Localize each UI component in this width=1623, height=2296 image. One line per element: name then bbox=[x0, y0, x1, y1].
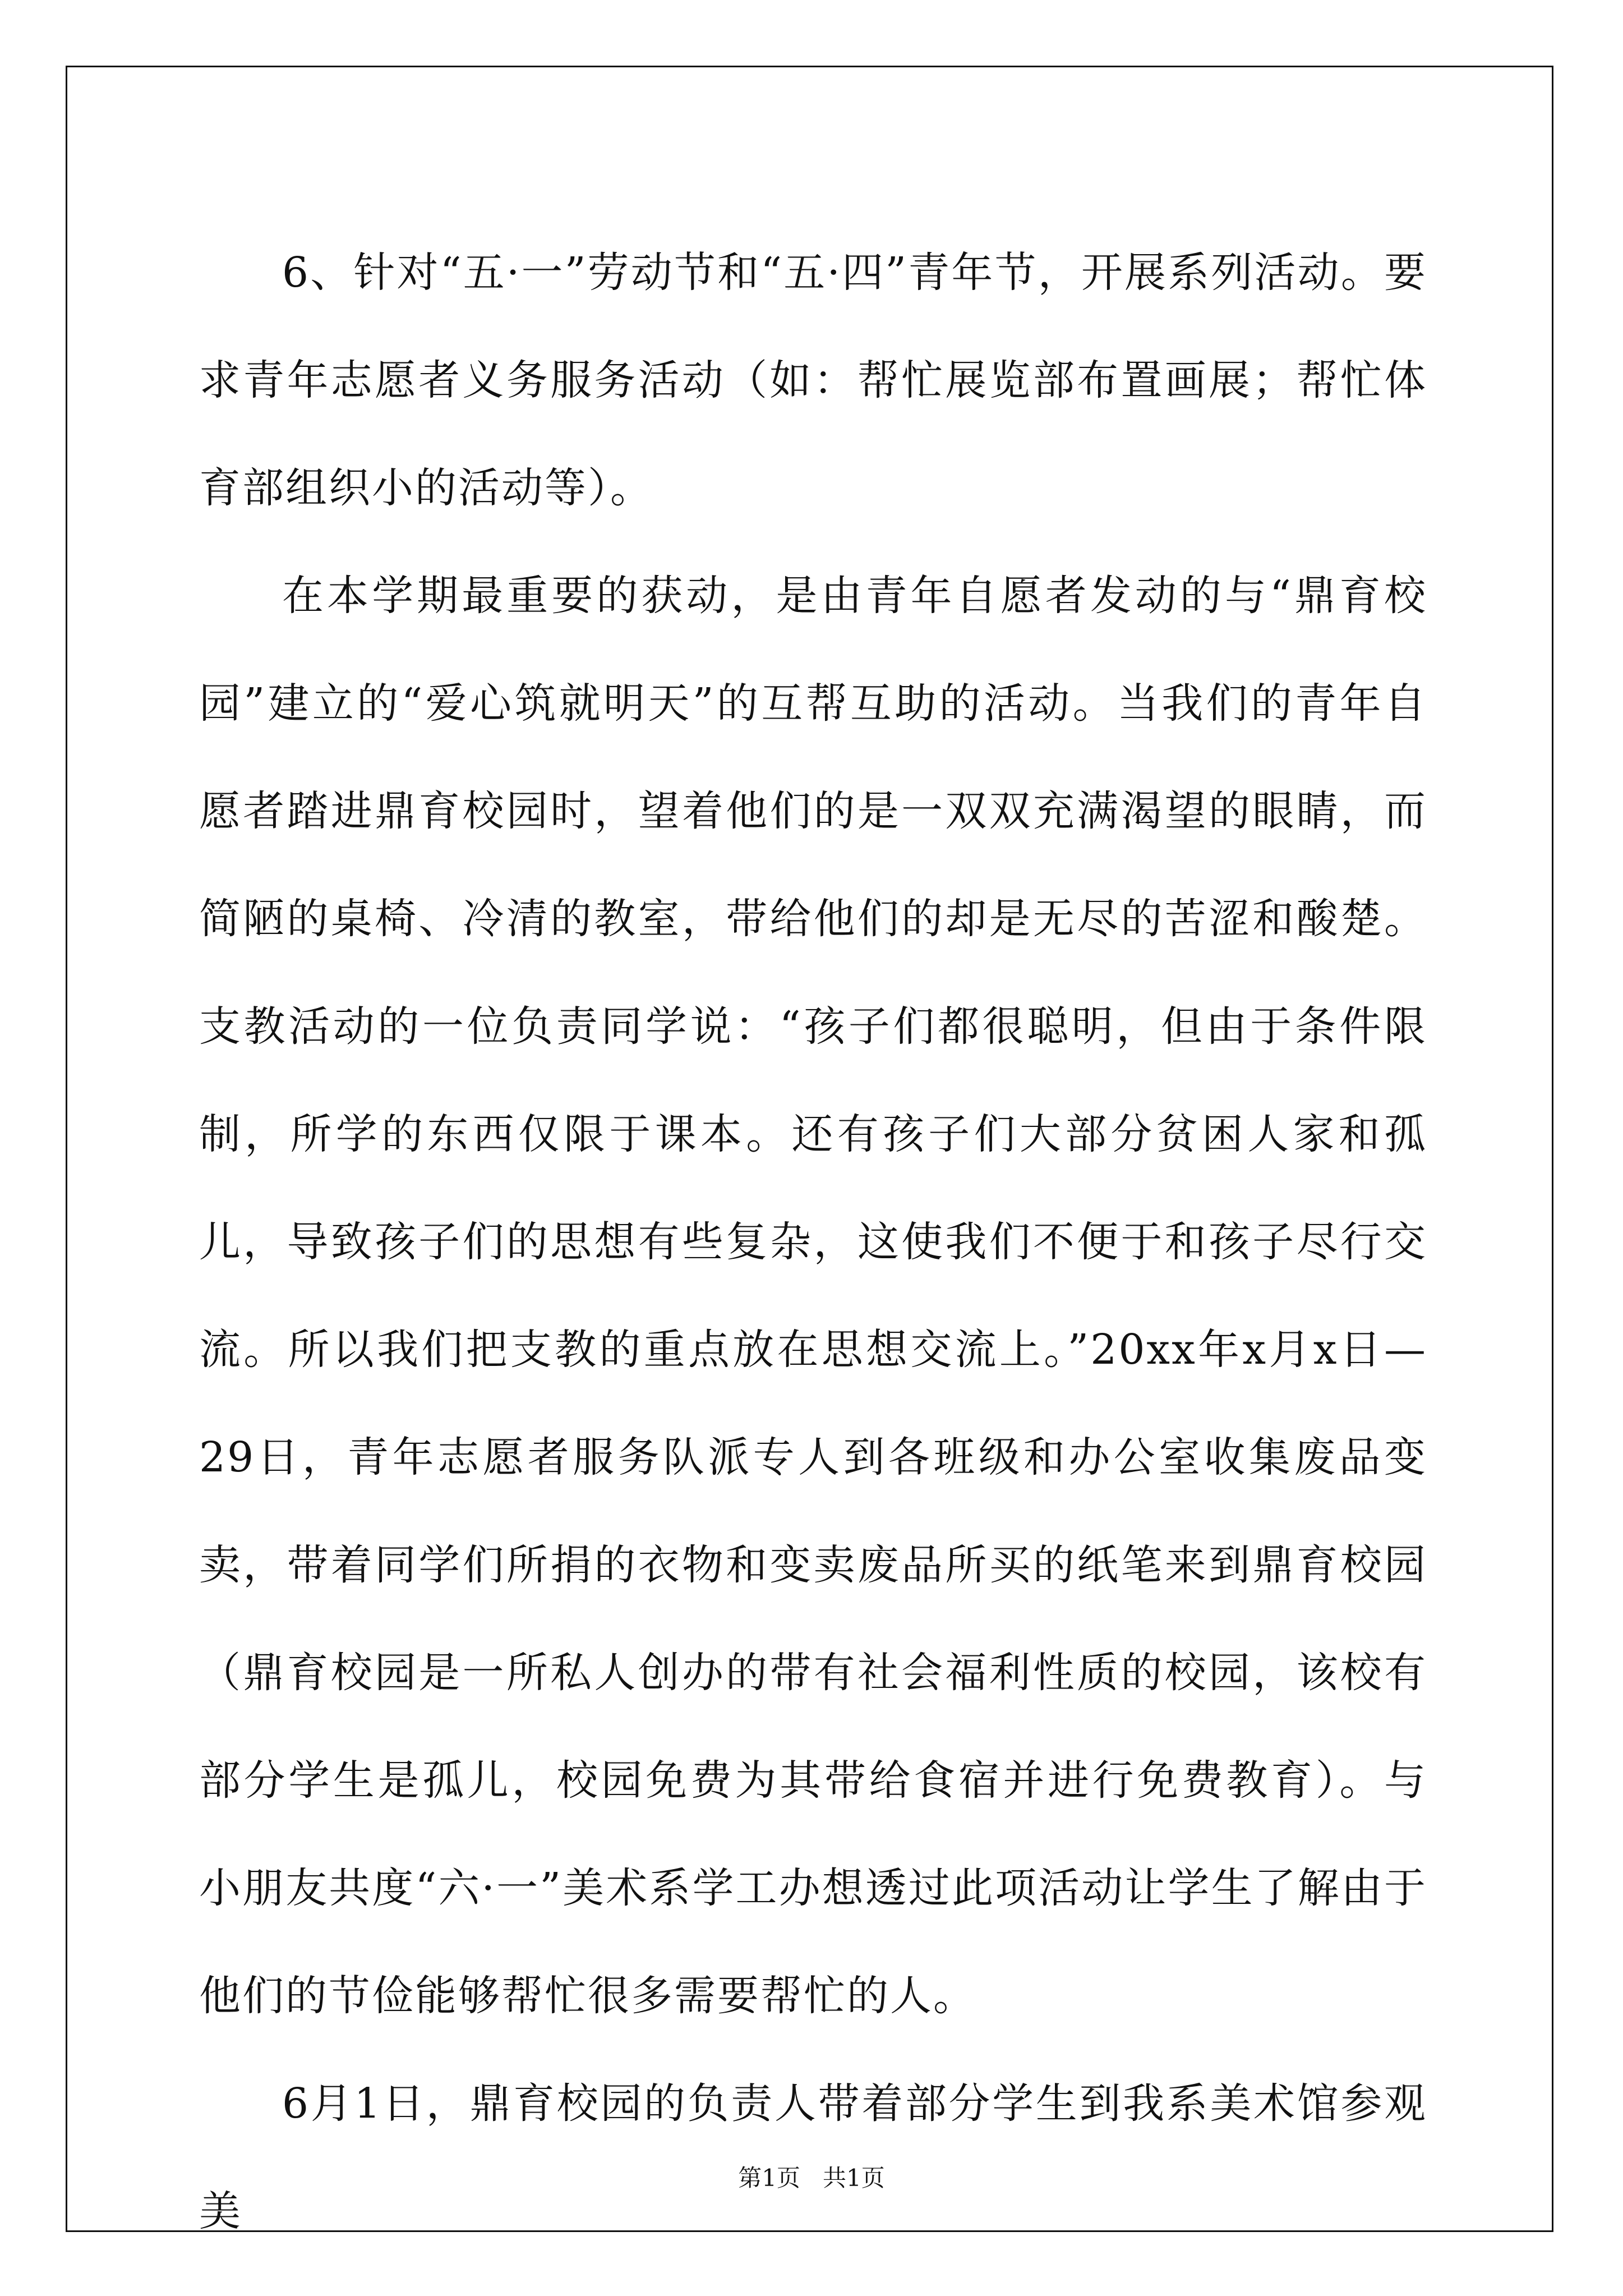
page-number-footer: 第1页 共1页 bbox=[738, 2164, 885, 2192]
document-body bbox=[199, 219, 1427, 2265]
paragraph-june-first: 6月1日，鼎育校园的负责人带着部分学生到我系美术馆参观美 bbox=[199, 2079, 1427, 2235]
paragraph-activities: 6、针对“五·一”劳动节和“五·四”青年节，开展系列活动。要求青年志愿者义务服务活动（如：帮忙展览部布置画展；帮忙体育部组织小的活动等）。 bbox=[199, 249, 1427, 512]
paragraph-volunteer-event: 在本学期最重要的获动，是由青年自愿者发动的与“鼎育校园”建立的“爱心筑就明天”的互帮互助的活动。当我们的青年自愿者踏进鼎育校园时，望着他们的是一双双充满渴望的眼睛，而简陋的桌椅、冷清的教室，带给他们的却是无尽的苦涩和酸楚。支教活动的一位负责同学说：“孩子们都很聪明，但由于条件限制，所学的东西仅限于课本。还有孩子们大部分贫困人家和孤儿，导致孩子们的思想有些复杂，这使我们不便于和孩子尽行交流。所以我们把支教的重点放在思想交流上。”20xx年x月x日—29日，青年志愿者服务队派专人到各班级和办公室收集废品变卖，带着同学们所捐的衣物和变卖废品所买的纸笔来到鼎育校园（鼎育校园是一所私人创办的带有社会福利性质的校园，该校有部分学生是孤儿，校园免费为其带给食宿并进行免费教育）。与小朋友共度“六·一”美术系学工办想透过此项活动让学生了解由于他们的节俭能够帮忙很多需要帮忙的人。 bbox=[199, 572, 1427, 2020]
